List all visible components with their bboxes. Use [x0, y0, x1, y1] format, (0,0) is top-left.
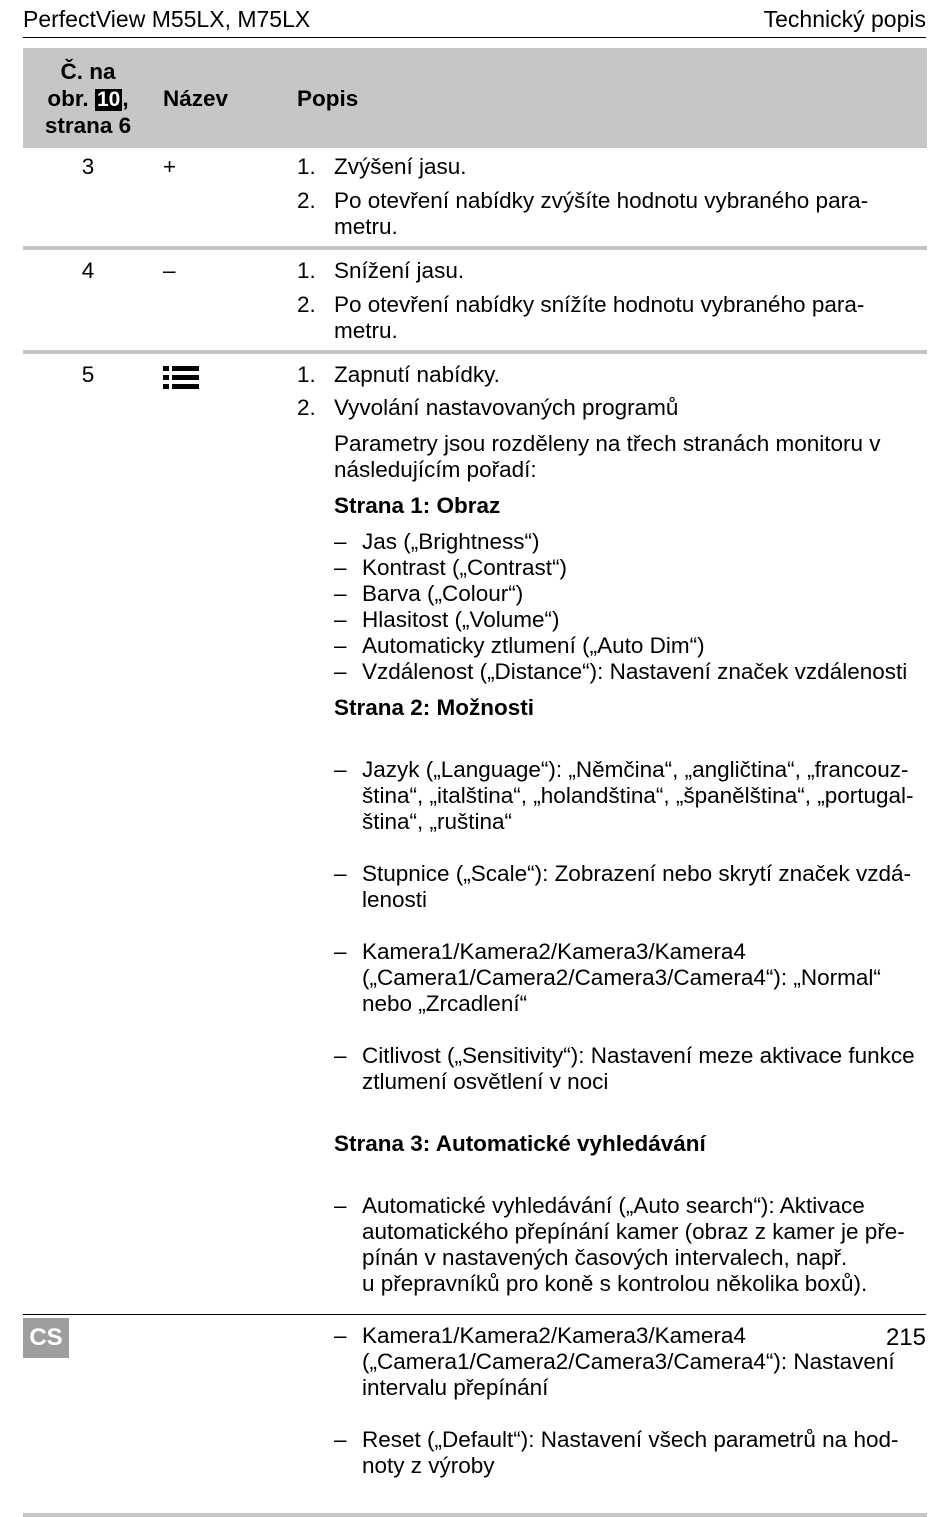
- description-table: [23, 48, 927, 1517]
- list-item: – Citlivost („Sensitivity“): Nastavení meze aktivace funkce ztlumení osvětlení v noci: [334, 1043, 915, 1094]
- list-item: – Vzdálenost („Distance“): Nastavení značek vzdálenosti: [334, 659, 908, 684]
- footer-rule: [23, 1314, 926, 1315]
- list-item: – Jazyk („Language“): „Němčina“, „angličtina“, „francouz- ština“, „italština“, „holandština“, „španělština“, „portugal- ština“, „ruština“: [334, 757, 914, 834]
- language-badge: CS: [23, 1318, 69, 1358]
- table-row: 5 1. Zapnutí nabídky. 2. Vyvolání nastavovaných programů Parametry jsou rozděleny na třech stranách monitoru v následujícím pořadí: Strana 1: Obraz – Jas („Brightness“) – Kontrast („Contrast“) – Barva („Colour“) – Hlasitost („Volume“) – Automaticky ztlumení („Auto Dim“) – Vzdálenost („Distance“): Nastavení značek vzdálenosti Strana 2: Možnosti – Jazyk („Language“): „Němčina“, „angličtina“, „francouz- ština“, „italština“, „holandština“, „španělština“, „portugal- ština“, „ruština“ – Stupnice („Scale“): Zobrazení nebo skrytí značek vzdá- lenosti – Kamera1/Kamera2/Kamera3/Kamera4 („Camera1/Camera2/Camera3/Camera4“): „Normal“ nebo „Zrcadlení“ – Citlivost („Sensitivity“): Nastavení meze aktivace funkce ztlumení osvětlení v noci Strana 3: Automatické vyhledávání – Automatické vyhledávání („Auto search“): Aktivace automatického přepínání kamer (obraz z kamer je pře- pínán v nastavených časových intervalech, např. u přepravníků pro koně s kontrolou několika boxů). – Kamera1/Kamera2/Kamera3/Kamera4 („Camera1/Camera2/Camera3/Camera4“): Nastavení intervalu přepínání – Reset („Default“): Nastavení všech parametrů na hod- noty z výroby: [23, 352, 927, 1515]
- table-row: 3 + 1. Zvýšení jasu. 2. Po otevření nabídky zvýšíte hodnotu vybraného para- metru.: [23, 148, 927, 248]
- col-header-description: Popis: [297, 48, 927, 148]
- list-item: – Jas („Brightness“): [334, 529, 540, 554]
- section-heading-3: Strana 3: Automatické vyhledávání: [334, 1131, 706, 1156]
- header-section: Technický popis: [763, 6, 926, 32]
- list-item: – Kamera1/Kamera2/Kamera3/Kamera4 („Camera1/Camera2/Camera3/Camera4“): „Normal“ nebo „Zrcadlení“: [334, 939, 881, 1016]
- list-item: – Automaticky ztlumení („Auto Dim“): [334, 633, 705, 658]
- page-number: 215: [885, 1324, 926, 1351]
- header-product: PerfectView M55LX, M75LX: [23, 6, 311, 32]
- list-item: – Barva („Colour“): [334, 581, 524, 606]
- table-row: 4 – 1. Snížení jasu. 2. Po otevření nabídky snížíte hodnotu vybraného para- metru.: [23, 248, 927, 352]
- list-item: – Reset („Default“): Nastavení všech parametrů na hod- noty z výroby: [334, 1427, 899, 1478]
- list-item: – Hlasitost („Volume“): [334, 607, 560, 632]
- page-header: [23, 4, 926, 38]
- menu-list-icon: [163, 366, 199, 390]
- section-heading-2: Strana 2: Možnosti: [334, 695, 535, 720]
- list-item: – Kamera1/Kamera2/Kamera3/Kamera4 („Camera1/Camera2/Camera3/Camera4“): Nastavení intervalu přepínání: [334, 1323, 895, 1400]
- intro-text: Parametry jsou rozděleny na třech stranách monitoru v následujícím pořadí:: [334, 431, 881, 482]
- col-header-number: Č. na obr. 10, strana 6: [23, 48, 153, 148]
- figure-number-badge: 10: [96, 87, 121, 111]
- list-item: – Stupnice („Scale“): Zobrazení nebo skrytí značek vzdá- lenosti: [334, 861, 911, 912]
- list-item: – Automatické vyhledávání („Auto search“): Aktivace automatického přepínání kamer (obraz z kamer je pře- pínán v nastavených časových intervalech, např. u přepravníků pro koně s kontrolou několika boxů).: [334, 1193, 905, 1296]
- list-item: – Kontrast („Contrast“): [334, 555, 568, 580]
- col-header-name: Název: [153, 48, 297, 148]
- section-heading-1: Strana 1: Obraz: [334, 493, 501, 518]
